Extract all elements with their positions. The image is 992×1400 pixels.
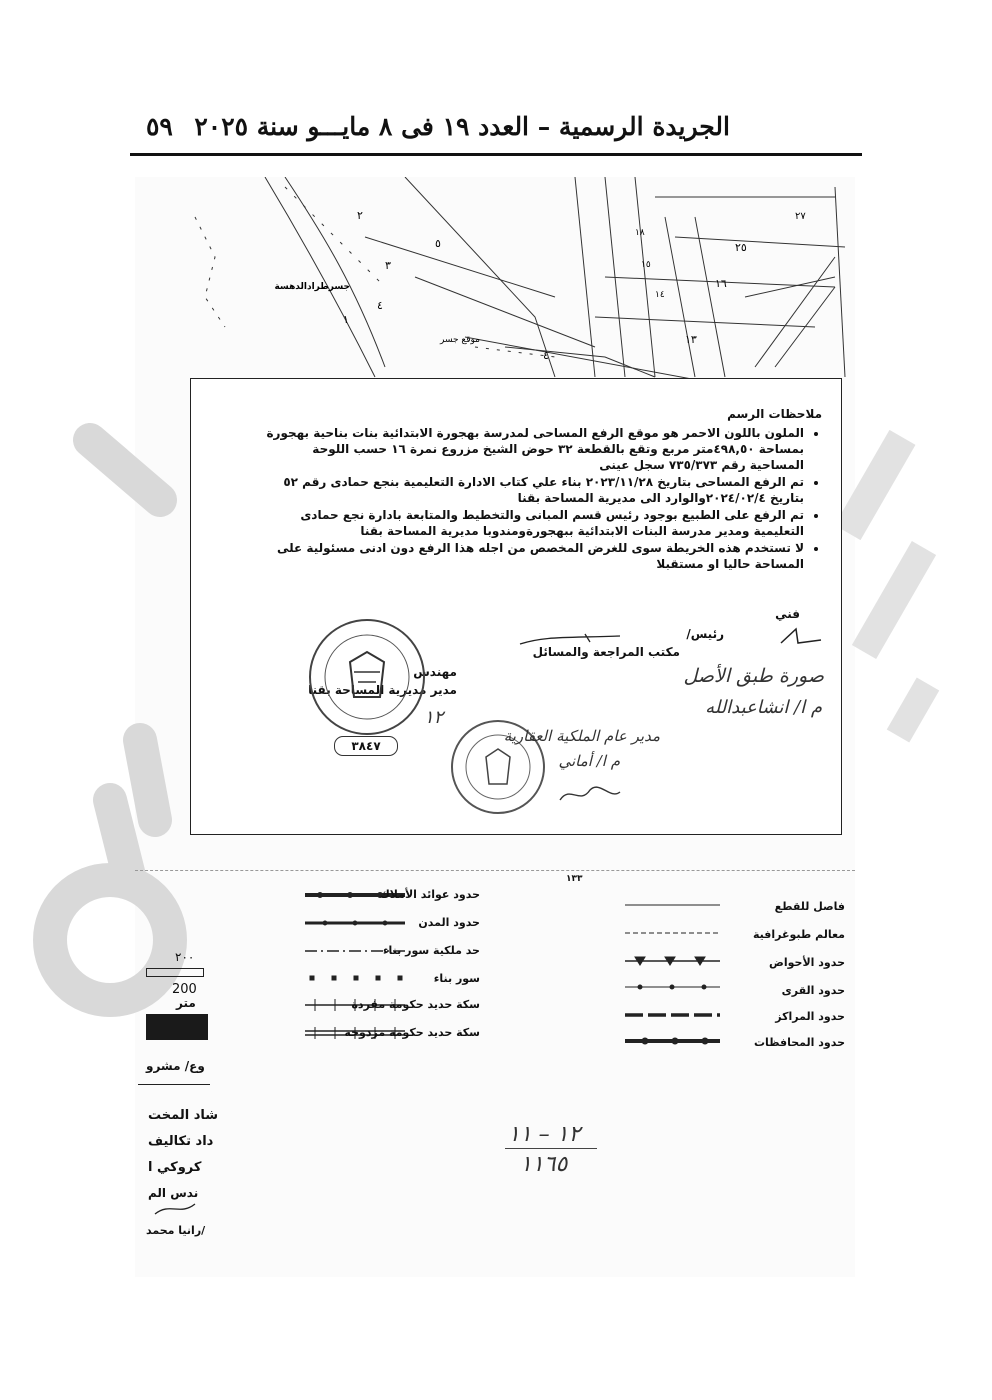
map-label-bridge: جسرطرادالدهسة bbox=[274, 282, 350, 292]
legend-left-label: حدود المدن bbox=[418, 916, 480, 929]
map-label-14: ١٤ bbox=[655, 290, 665, 300]
side-divider bbox=[138, 1084, 210, 1085]
note-item: • تم الرفع على الطبيع بوجود رئيس قسم المبانى والتخطيط والمتابعة بادارة نجع حمادى التعليمية ومدير مدرسة البنات الابتدائية ببهجورةومندوبا مديرية المساحة بقنا bbox=[264, 507, 804, 539]
note-item: • الملون باللون الاحمر هو موقع الرفع المساحى لمدرسة بهجورة الابتدائية بنات بناحية بهجورة بمساحة ٤٩٨,٥٠متر مربع وتقع بالقطعة ٣٢ حوض الشيخ مزروع نمرة ١٦ حسب اللوحة المساحية رقم ٧٣٥/٣٧٣ سجل عينى bbox=[264, 425, 804, 473]
map-label-3: ٣ bbox=[385, 259, 391, 272]
side-line: /رانيا محمد bbox=[146, 1224, 206, 1237]
redacted-block bbox=[146, 1014, 208, 1040]
handwritten-name: م ا/ انشاعبدالله bbox=[705, 697, 822, 718]
technician-signature bbox=[776, 625, 826, 650]
map-label-4b: ٤ bbox=[543, 349, 549, 362]
note-item: • لا تستخدم هذه الخريطة سوى للغرض المخصص من اجله هذا الرفع دون ادنى مسئولية على المساحة حاليا او مستقبلا bbox=[264, 540, 804, 572]
legend-right-label: حدود الأحواض bbox=[769, 956, 845, 969]
official-stamp bbox=[302, 612, 432, 747]
cadastral-map bbox=[135, 177, 855, 387]
office-label: مكتب المراجعة والمسائل bbox=[532, 645, 680, 659]
handwritten-date: ١٢ – ١١ bbox=[508, 1122, 581, 1147]
side-line: داد تكاليف bbox=[148, 1134, 214, 1149]
legend-right-samples bbox=[620, 895, 725, 1055]
scale-unit: متر bbox=[176, 996, 196, 1010]
handwritten-copy-note: صورة طبق الأصل bbox=[683, 665, 824, 687]
legend-right-label: حدود المحافظات bbox=[753, 1036, 845, 1049]
map-label-4: ٤ bbox=[377, 299, 383, 312]
map-label-1: ١ bbox=[343, 313, 349, 326]
legend-left-label: سور بناء bbox=[433, 972, 480, 985]
side-line: ندس الم bbox=[148, 1186, 199, 1200]
legend-right-label: حدود المراكز bbox=[775, 1010, 845, 1023]
handwritten-director: مدير عام الملكية العقارية bbox=[503, 727, 660, 745]
page-number: ٥٩ bbox=[146, 112, 173, 141]
map-label-bridge-site: موقع جسر bbox=[440, 335, 480, 345]
legend-divider bbox=[135, 870, 855, 872]
engineer-label: مهندس bbox=[413, 665, 457, 679]
map-label-25: ٢٥ bbox=[735, 241, 747, 254]
scale-latin: 200 bbox=[172, 982, 197, 997]
side-signature bbox=[150, 1198, 200, 1220]
handwritten-signature bbox=[555, 780, 625, 810]
head-label: رئيس/ bbox=[686, 627, 724, 641]
scale-arabic: ٢٠٠ bbox=[175, 950, 195, 964]
notes-list bbox=[264, 425, 822, 573]
legend-left-samples bbox=[300, 885, 410, 1045]
note-item: • تم الرفع المساحى بتاريخ ٢٠٢٣/١١/٢٨ بناء علي كتاب الادارة التعليمية بنجع حمادى رقم ٥٢ بتاريخ ٢٠٢٤/٠٢/٤والوارد الى مديرية المساحة بقنا bbox=[264, 474, 804, 506]
side-line: كروكي ا bbox=[148, 1160, 202, 1175]
legend-right-label: حدود القرى bbox=[781, 984, 845, 997]
handwritten-engineer: م ا/ أماني bbox=[558, 752, 620, 770]
handwritten-sig: ١٢ bbox=[424, 707, 444, 728]
handwritten-number: ١١٦٥ bbox=[520, 1152, 568, 1177]
page-title: الجريدة الرسمية – العدد ١٩ فى ٨ مايـــو سنة ٢٠٢٥ bbox=[194, 112, 730, 141]
map-label-13: ١٣ bbox=[685, 333, 697, 346]
map-label-27: ٢٧ bbox=[795, 211, 806, 222]
legend-left-label: حدود عوائد الأملاك bbox=[379, 888, 480, 901]
notes-title: ملاحظات الرسم bbox=[727, 407, 822, 421]
scale-bar bbox=[146, 968, 204, 977]
legend-right-label: فاصل للقطع bbox=[774, 900, 845, 913]
legend-left-label: حد ملكية سور بناء bbox=[382, 944, 480, 957]
legend-left-label: سكة حديد حكومة مفردة bbox=[351, 998, 480, 1011]
technician-label: فني bbox=[775, 607, 800, 621]
map-label-2: ٢ bbox=[357, 209, 363, 222]
legend-left-label: سكة حديد حكومة مزدوجة bbox=[344, 1026, 480, 1039]
handwritten-divider bbox=[505, 1148, 597, 1149]
legend-code: ١٣٣ bbox=[566, 874, 583, 884]
map-label-15: ١٥ bbox=[641, 260, 651, 270]
stamp-number: ٣٨٤٧ bbox=[351, 739, 381, 753]
side-project: وع/ مشرو bbox=[146, 1059, 205, 1073]
header-rule bbox=[130, 153, 862, 156]
map-label-18: ١٨ bbox=[635, 228, 645, 238]
director-label: مدير مديرية المساحة بقنا bbox=[308, 683, 457, 697]
side-line: شاد المخت bbox=[148, 1108, 219, 1123]
stamp-number-badge bbox=[334, 736, 398, 756]
map-label-5: ٥ bbox=[435, 237, 441, 250]
map-label-16: ١٦ bbox=[715, 277, 727, 290]
legend-right-label: معالم طبوغرافية bbox=[753, 928, 845, 941]
